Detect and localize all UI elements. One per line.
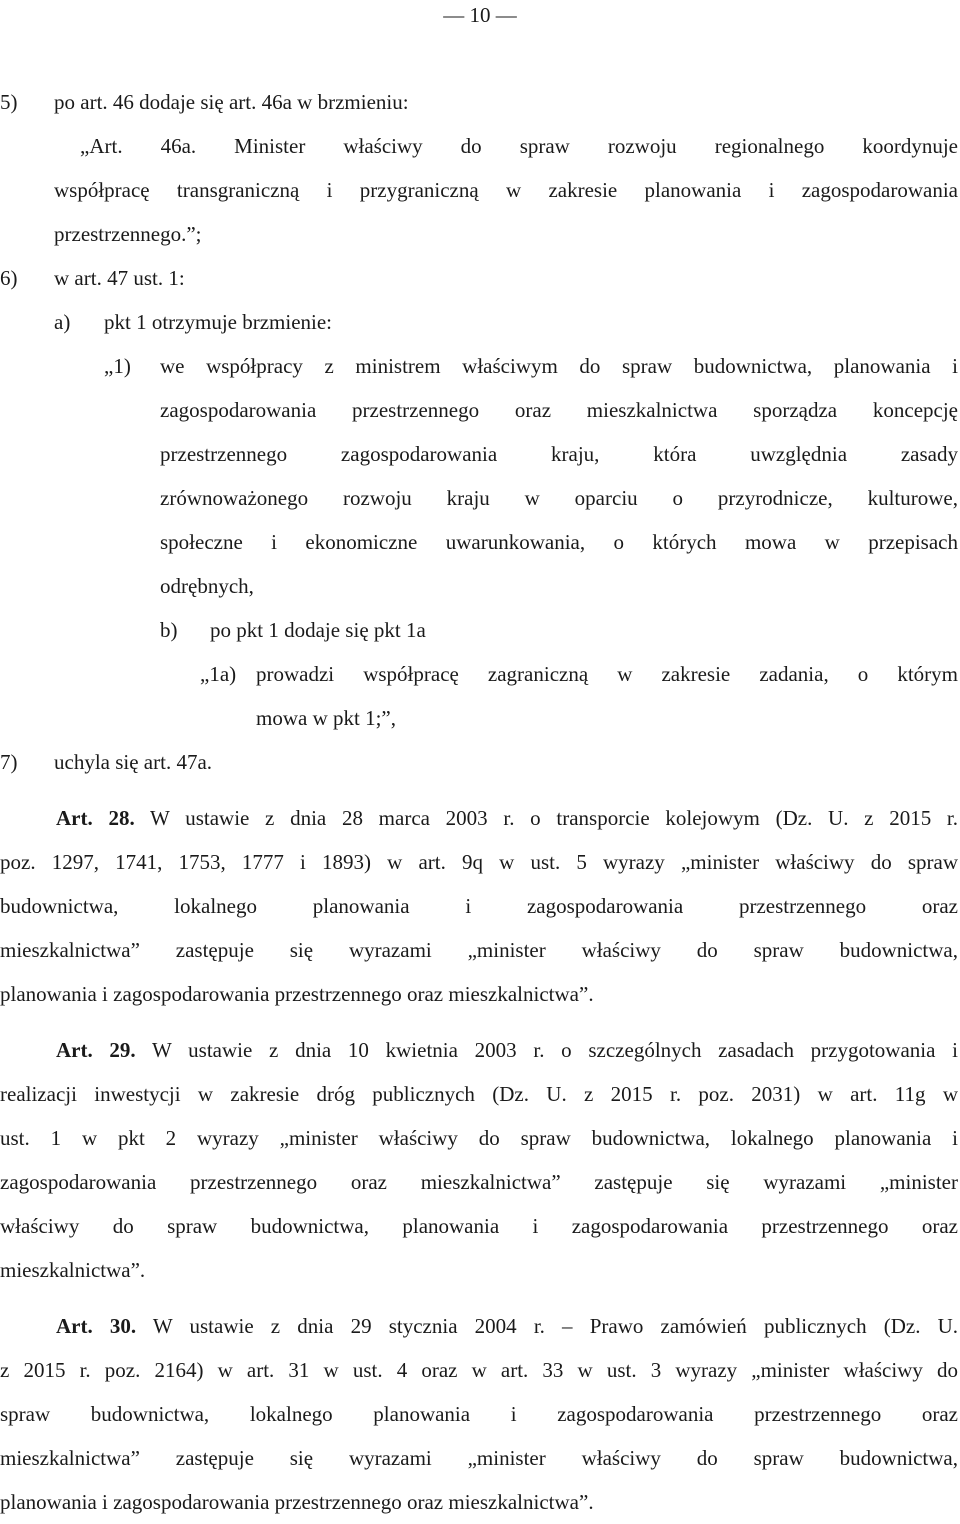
art-29-label: Art. 29. <box>56 1038 136 1062</box>
point-1-line: odrębnych, <box>160 574 254 598</box>
item-6-number: 6) <box>0 266 18 290</box>
art-30-line: spraw budownictwa, lokalnego planowania i zagospodarowania przestrzennego oraz <box>0 1402 958 1426</box>
art-28-line: planowania i zagospodarowania przestrzennego oraz mieszkalnictwa”. <box>0 982 594 1006</box>
art-29-line-1: Art. 29. W ustawie z dnia 10 kwietnia 2003 r. o szczególnych zasadach przygotowania i <box>56 1038 958 1062</box>
sub-a-text: pkt 1 otrzymuje brzmienie: <box>104 310 333 334</box>
art-30-line: z 2015 r. poz. 2164) w art. 31 w ust. 4 oraz w art. 33 w ust. 3 wyrazy „minister właściwy do <box>0 1358 958 1382</box>
art-30-line: planowania i zagospodarowania przestrzennego oraz mieszkalnictwa”. <box>0 1490 594 1514</box>
point-1-line: przestrzennego zagospodarowania kraju, która uwzględnia zasady <box>160 442 958 466</box>
art-29-line: ust. 1 w pkt 2 wyrazy „minister właściwy do spraw budownictwa, lokalnego planowania i <box>0 1126 958 1150</box>
item-7-text: uchyla się art. 47a. <box>54 750 213 774</box>
point-1-line: zrównoważonego rozwoju kraju w oparciu o przyrodnicze, kulturowe, <box>160 486 958 510</box>
art-29-line: właściwy do spraw budownictwa, planowania i zagospodarowania przestrzennego oraz <box>0 1214 958 1238</box>
item-6-text: w art. 47 ust. 1: <box>54 266 185 290</box>
art-28-line: poz. 1297, 1741, 1753, 1777 i 1893) w art. 9q w ust. 5 wyrazy „minister właściwy do spraw <box>0 850 958 874</box>
quote-line: „Art. 46a. Minister właściwy do spraw rozwoju regionalnego koordynuje <box>80 134 958 158</box>
sub-a-number: a) <box>54 310 71 334</box>
art-28-label: Art. 28. <box>56 806 135 830</box>
point-1-line: społeczne i ekonomiczne uwarunkowania, o których mowa w przepisach <box>160 530 958 554</box>
point-1a-line: mowa w pkt 1;”, <box>256 706 396 730</box>
point-1a-number: „1a) <box>200 662 237 686</box>
art-28-line: mieszkalnictwa” zastępuje się wyrazami „minister właściwy do spraw budownictwa, <box>0 938 958 962</box>
point-1a-line: prowadzi współpracę zagraniczną w zakresie zadania, o którym <box>256 662 958 686</box>
art-28-line-1: Art. 28. W ustawie z dnia 28 marca 2003 r. o transporcie kolejowym (Dz. U. z 2015 r. <box>56 806 959 830</box>
art-30-line: mieszkalnictwa” zastępuje się wyrazami „minister właściwy do spraw budownictwa, <box>0 1446 958 1470</box>
art-29-line: mieszkalnictwa”. <box>0 1258 146 1282</box>
quote-line: współpracę transgraniczną i przygraniczną w zakresie planowania i zagospodarowania <box>54 178 958 202</box>
point-1-number: „1) <box>104 354 131 378</box>
point-1-line: zagospodarowania przestrzennego oraz mieszkalnictwa sporządza koncepcję <box>160 398 958 422</box>
page-number: — 10 — <box>443 3 517 27</box>
art-29-line: zagospodarowania przestrzennego oraz mieszkalnictwa” zastępuje się wyrazami „minister <box>0 1170 958 1194</box>
art-30-line-1: Art. 30. W ustawie z dnia 29 stycznia 2004 r. – Prawo zamówień publicznych (Dz. U. <box>56 1314 959 1338</box>
quote-line: przestrzennego.”; <box>54 222 202 246</box>
sub-b-text: po pkt 1 dodaje się pkt 1a <box>210 618 426 642</box>
point-1-line: we współpracy z ministrem właściwym do spraw budownictwa, planowania i <box>160 354 958 378</box>
art-30-label: Art. 30. <box>56 1314 137 1338</box>
item-7-number: 7) <box>0 750 18 774</box>
art-28-line: budownictwa, lokalnego planowania i zagospodarowania przestrzennego oraz <box>0 894 958 918</box>
sub-b-number: b) <box>160 618 178 642</box>
item-5-number: 5) <box>0 90 18 114</box>
item-5-text: po art. 46 dodaje się art. 46a w brzmieniu: <box>54 90 409 114</box>
art-29-line: realizacji inwestycji w zakresie dróg publicznych (Dz. U. z 2015 r. poz. 2031) w art. 11g w <box>0 1082 958 1106</box>
